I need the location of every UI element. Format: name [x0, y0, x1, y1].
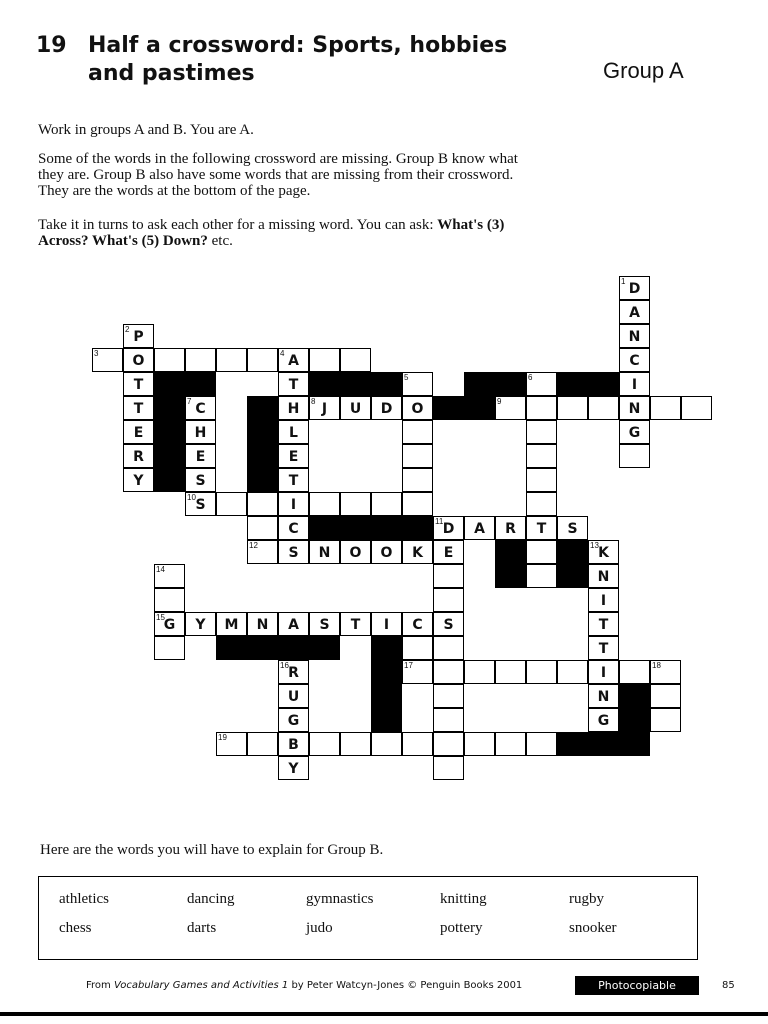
- cell-letter: P: [133, 329, 144, 345]
- cell-letter: E: [443, 545, 454, 561]
- crossword-cell[interactable]: [526, 732, 557, 756]
- cell-letter: N: [318, 545, 331, 561]
- black-square: [247, 444, 278, 468]
- cell-letter: T: [288, 473, 299, 489]
- black-square: [464, 372, 526, 396]
- cell-letter: L: [289, 425, 298, 441]
- crossword-cell[interactable]: [526, 660, 557, 684]
- crossword-cell[interactable]: [526, 564, 557, 588]
- crossword-cell[interactable]: [185, 492, 216, 516]
- crossword-cell[interactable]: [278, 540, 309, 564]
- crossword-cell[interactable]: [464, 660, 495, 684]
- cell-letter: B: [288, 737, 299, 753]
- clue-number: 5: [404, 373, 409, 382]
- page-number: 85: [722, 980, 735, 991]
- cell-letter: N: [256, 617, 269, 633]
- instruction-3-bold-2: Across? What's (5) Down?: [38, 233, 208, 249]
- crossword-cell[interactable]: [495, 732, 526, 756]
- crossword-cell[interactable]: [588, 708, 619, 732]
- crossword-cell[interactable]: [619, 396, 650, 420]
- cell-letter: I: [383, 617, 390, 633]
- black-square: [371, 636, 402, 660]
- cell-letter: S: [195, 473, 206, 489]
- crossword-cell[interactable]: [309, 492, 340, 516]
- crossword-cell[interactable]: [154, 612, 185, 636]
- instruction-1: Work in groups A and B. You are A.: [38, 122, 254, 138]
- cell-letter: E: [195, 449, 206, 465]
- crossword-cell[interactable]: [619, 348, 650, 372]
- crossword-cell[interactable]: [371, 540, 402, 564]
- crossword-cell[interactable]: [650, 396, 681, 420]
- black-square: [247, 396, 278, 420]
- crossword-cell[interactable]: [557, 516, 588, 540]
- title-line-2: and pastimes: [88, 61, 255, 86]
- crossword-cell[interactable]: [185, 420, 216, 444]
- crossword-cell[interactable]: [309, 612, 340, 636]
- cell-letter: T: [598, 617, 609, 633]
- crossword-cell[interactable]: [526, 444, 557, 468]
- crossword-cell[interactable]: [402, 396, 433, 420]
- black-square: [154, 420, 185, 444]
- crossword-cell[interactable]: [309, 396, 340, 420]
- crossword-cell[interactable]: [340, 492, 371, 516]
- crossword-cell[interactable]: [247, 348, 278, 372]
- crossword-cell[interactable]: [433, 540, 464, 564]
- instruction-2-line-3: They are the words at the bottom of the page.: [38, 183, 311, 199]
- crossword-cell[interactable]: [278, 732, 309, 756]
- black-square: [154, 396, 185, 420]
- clue-number: 14: [156, 565, 165, 574]
- clue-number: 4: [280, 349, 285, 358]
- crossword-cell[interactable]: [371, 492, 402, 516]
- footer-credit: [86, 980, 522, 991]
- crossword-cell[interactable]: [402, 492, 433, 516]
- cell-letter: S: [319, 617, 330, 633]
- crossword-cell[interactable]: [619, 300, 650, 324]
- cell-letter: U: [287, 689, 300, 705]
- clue-number: 17: [404, 661, 413, 670]
- crossword-cell[interactable]: [557, 396, 588, 420]
- crossword-cell[interactable]: [123, 348, 154, 372]
- cell-letter: D: [442, 521, 455, 537]
- crossword-cell[interactable]: [123, 420, 154, 444]
- title-line-1: Half a crossword: Sports, hobbies: [88, 33, 508, 58]
- crossword-cell[interactable]: [588, 612, 619, 636]
- instruction-2-line-1: Some of the words in the following crossword are missing. Group B know what: [38, 151, 518, 167]
- crossword-cell[interactable]: [619, 444, 650, 468]
- crossword-cell[interactable]: [247, 516, 278, 540]
- crossword-cell[interactable]: [278, 348, 309, 372]
- cell-letter: G: [163, 617, 176, 633]
- crossword-cell[interactable]: [619, 324, 650, 348]
- bottom-rule: [0, 1012, 768, 1016]
- cell-letter: Y: [195, 617, 206, 633]
- cell-letter: N: [597, 569, 610, 585]
- crossword-cell[interactable]: [309, 732, 340, 756]
- crossword-cell[interactable]: [588, 588, 619, 612]
- clue-number: 15: [156, 613, 165, 622]
- black-square: [557, 540, 588, 564]
- footer-rest: by Peter Watcyn-Jones © Penguin Books 2001: [288, 980, 523, 991]
- black-square: [247, 420, 278, 444]
- crossword-cell[interactable]: [402, 372, 433, 396]
- crossword-cell[interactable]: [526, 468, 557, 492]
- crossword-cell[interactable]: [433, 684, 464, 708]
- cell-letter: U: [349, 401, 362, 417]
- crossword-cell[interactable]: [278, 708, 309, 732]
- crossword-cell[interactable]: [650, 660, 681, 684]
- cell-letter: A: [474, 521, 485, 537]
- crossword-cell[interactable]: [309, 540, 340, 564]
- crossword-cell[interactable]: [278, 372, 309, 396]
- crossword-cell[interactable]: [433, 516, 464, 540]
- cell-letter: J: [321, 401, 328, 417]
- word-item: pottery: [440, 920, 483, 936]
- crossword-cell[interactable]: [588, 540, 619, 564]
- cell-letter: Y: [133, 473, 144, 489]
- crossword-cell[interactable]: [402, 540, 433, 564]
- black-square: [154, 468, 185, 492]
- cell-letter: N: [597, 689, 610, 705]
- clue-number: 9: [497, 397, 502, 406]
- crossword-cell[interactable]: [340, 396, 371, 420]
- crossword-cell[interactable]: [216, 348, 247, 372]
- crossword-cell[interactable]: [216, 612, 247, 636]
- clue-number: 13: [590, 541, 599, 550]
- crossword-cell[interactable]: [185, 444, 216, 468]
- instruction-2-line-2: they are. Group B also have some words that are missing from their crossword.: [38, 167, 514, 183]
- cell-letter: M: [224, 617, 239, 633]
- cell-letter: D: [628, 281, 641, 297]
- cell-letter: N: [628, 401, 641, 417]
- black-square: [371, 708, 402, 732]
- crossword-cell[interactable]: [154, 348, 185, 372]
- crossword-cell[interactable]: [681, 396, 712, 420]
- cell-letter: Y: [288, 761, 299, 777]
- crossword-cell[interactable]: [495, 660, 526, 684]
- crossword-cell[interactable]: [340, 540, 371, 564]
- black-square: [557, 372, 619, 396]
- black-square: [495, 564, 526, 588]
- cell-letter: O: [132, 353, 145, 369]
- crossword-cell[interactable]: [371, 732, 402, 756]
- footer-from: From: [86, 980, 114, 991]
- cell-letter: S: [288, 545, 299, 561]
- black-square: [371, 660, 402, 684]
- clue-number: 8: [311, 397, 316, 406]
- black-square: [216, 636, 340, 660]
- crossword-cell[interactable]: [495, 396, 526, 420]
- photocopiable-label: Photocopiable: [575, 976, 699, 995]
- cell-letter: T: [598, 641, 609, 657]
- crossword-cell[interactable]: [495, 516, 526, 540]
- crossword-cell[interactable]: [402, 420, 433, 444]
- cell-letter: T: [288, 377, 299, 393]
- crossword-cell[interactable]: [278, 756, 309, 780]
- crossword-cell[interactable]: [402, 468, 433, 492]
- instruction-3-bold-1: What's (3): [437, 217, 505, 233]
- cell-letter: I: [600, 593, 607, 609]
- crossword-cell[interactable]: [92, 348, 123, 372]
- crossword-cell[interactable]: [278, 396, 309, 420]
- crossword-cell[interactable]: [433, 564, 464, 588]
- crossword-cell[interactable]: [247, 540, 278, 564]
- clue-number: 11: [435, 517, 444, 526]
- black-square: [619, 708, 650, 732]
- cell-letter: G: [628, 425, 641, 441]
- cell-letter: C: [288, 521, 299, 537]
- cell-letter: A: [288, 353, 299, 369]
- crossword-cell[interactable]: [588, 396, 619, 420]
- clue-number: 3: [94, 349, 99, 358]
- crossword-cell[interactable]: [526, 492, 557, 516]
- cell-letter: R: [133, 449, 144, 465]
- clue-number: 12: [249, 541, 258, 550]
- black-square: [495, 540, 526, 564]
- word-item: darts: [187, 920, 217, 936]
- black-square: [557, 732, 650, 756]
- crossword-cell[interactable]: [650, 684, 681, 708]
- crossword-cell[interactable]: [154, 588, 185, 612]
- crossword-cell[interactable]: [154, 636, 185, 660]
- instruction-3-text: Take it in turns to ask each other for a missing word. You can ask:: [38, 217, 438, 233]
- word-item: chess: [59, 920, 92, 936]
- cell-letter: I: [631, 377, 638, 393]
- cell-letter: N: [628, 329, 641, 345]
- crossword-cell[interactable]: [433, 612, 464, 636]
- cell-letter: H: [287, 401, 300, 417]
- black-square: [185, 372, 216, 396]
- crossword-cell[interactable]: [278, 492, 309, 516]
- word-item: dancing: [187, 891, 235, 907]
- clue-number: 2: [125, 325, 130, 334]
- crossword-cell[interactable]: [402, 732, 433, 756]
- crossword-cell[interactable]: [185, 468, 216, 492]
- black-square: [309, 516, 433, 540]
- cell-letter: O: [349, 545, 362, 561]
- crossword-cell[interactable]: [278, 420, 309, 444]
- crossword-cell[interactable]: [619, 660, 650, 684]
- crossword-cell[interactable]: [433, 756, 464, 780]
- words-intro: Here are the words you will have to explain for Group B.: [40, 842, 384, 858]
- crossword-cell[interactable]: [247, 612, 278, 636]
- cell-letter: E: [288, 449, 299, 465]
- word-box: [38, 876, 698, 960]
- activity-number: 19: [36, 33, 67, 58]
- cell-letter: S: [567, 521, 578, 537]
- crossword-cell[interactable]: [402, 444, 433, 468]
- cell-letter: G: [597, 713, 610, 729]
- cell-letter: C: [412, 617, 423, 633]
- crossword-cell[interactable]: [185, 612, 216, 636]
- cell-letter: A: [629, 305, 640, 321]
- crossword-cell[interactable]: [247, 732, 278, 756]
- clue-number: 1: [621, 277, 626, 286]
- crossword-cell[interactable]: [402, 636, 433, 660]
- crossword-cell[interactable]: [433, 588, 464, 612]
- clue-number: 16: [280, 661, 289, 670]
- crossword-cell[interactable]: [433, 708, 464, 732]
- clue-number: 7: [187, 397, 192, 406]
- crossword-cell[interactable]: [247, 492, 278, 516]
- crossword-cell[interactable]: [402, 612, 433, 636]
- crossword-cell[interactable]: [619, 372, 650, 396]
- crossword-cell[interactable]: [123, 372, 154, 396]
- crossword-cell[interactable]: [402, 660, 433, 684]
- clue-number: 18: [652, 661, 661, 670]
- crossword-cell[interactable]: [526, 372, 557, 396]
- cell-letter: G: [287, 713, 300, 729]
- cell-letter: T: [133, 377, 144, 393]
- crossword-cell[interactable]: [216, 492, 247, 516]
- crossword-cell[interactable]: [433, 660, 464, 684]
- crossword-cell[interactable]: [588, 564, 619, 588]
- cell-letter: K: [598, 545, 609, 561]
- crossword-cell[interactable]: [154, 564, 185, 588]
- crossword-cell[interactable]: [278, 660, 309, 684]
- cell-letter: C: [629, 353, 640, 369]
- crossword-cell[interactable]: [278, 684, 309, 708]
- cell-letter: O: [411, 401, 424, 417]
- black-square: [371, 684, 402, 708]
- word-item: judo: [306, 920, 333, 936]
- crossword-cell[interactable]: [433, 732, 464, 756]
- cell-letter: I: [290, 497, 297, 513]
- clue-number: 6: [528, 373, 533, 382]
- crossword-cell[interactable]: [278, 468, 309, 492]
- cell-letter: R: [505, 521, 516, 537]
- crossword-cell[interactable]: [340, 612, 371, 636]
- crossword-cell[interactable]: [650, 708, 681, 732]
- black-square: [154, 444, 185, 468]
- crossword-cell[interactable]: [185, 348, 216, 372]
- crossword-cell[interactable]: [619, 420, 650, 444]
- crossword-cell[interactable]: [526, 516, 557, 540]
- cell-letter: A: [288, 617, 299, 633]
- cell-letter: H: [194, 425, 207, 441]
- crossword-cell[interactable]: [123, 468, 154, 492]
- crossword-cell[interactable]: [588, 660, 619, 684]
- crossword-cell[interactable]: [526, 540, 557, 564]
- cell-letter: S: [443, 617, 454, 633]
- crossword-cell[interactable]: [588, 684, 619, 708]
- footer-book-title: Vocabulary Games and Activities 1: [113, 980, 289, 991]
- instruction-3-rest: etc.: [207, 233, 233, 249]
- cell-letter: O: [380, 545, 393, 561]
- cell-letter: T: [350, 617, 361, 633]
- black-square: [619, 684, 650, 708]
- crossword-cell[interactable]: [526, 396, 557, 420]
- crossword-cell[interactable]: [557, 660, 588, 684]
- cell-letter: T: [536, 521, 547, 537]
- black-square: [557, 564, 588, 588]
- cell-letter: T: [133, 401, 144, 417]
- cell-letter: K: [412, 545, 423, 561]
- crossword-cell[interactable]: [123, 444, 154, 468]
- word-item: gymnastics: [306, 891, 374, 907]
- crossword-cell[interactable]: [619, 276, 650, 300]
- crossword-cell[interactable]: [309, 348, 340, 372]
- cell-letter: S: [195, 497, 206, 513]
- crossword-cell[interactable]: [123, 324, 154, 348]
- word-item: athletics: [59, 891, 109, 907]
- crossword-cell[interactable]: [278, 444, 309, 468]
- crossword-cell[interactable]: [371, 612, 402, 636]
- crossword-cell[interactable]: [371, 396, 402, 420]
- crossword-cell[interactable]: [588, 636, 619, 660]
- crossword-cell[interactable]: [433, 636, 464, 660]
- black-square: [433, 396, 495, 420]
- black-square: [247, 468, 278, 492]
- crossword-cell[interactable]: [123, 396, 154, 420]
- cell-letter: D: [380, 401, 393, 417]
- crossword-cell[interactable]: [185, 396, 216, 420]
- cell-letter: R: [288, 665, 299, 681]
- clue-number: 19: [218, 733, 227, 742]
- group-label: Group A: [603, 58, 684, 83]
- cell-letter: C: [195, 401, 206, 417]
- crossword-cell[interactable]: [340, 732, 371, 756]
- clue-number: 10: [187, 493, 196, 502]
- crossword-cell[interactable]: [464, 732, 495, 756]
- crossword-cell[interactable]: [464, 516, 495, 540]
- crossword-cell[interactable]: [278, 516, 309, 540]
- word-item: rugby: [569, 891, 604, 907]
- crossword-cell[interactable]: [340, 348, 371, 372]
- cell-letter: E: [133, 425, 144, 441]
- crossword-cell[interactable]: [526, 420, 557, 444]
- crossword-cell[interactable]: [278, 612, 309, 636]
- cell-letter: I: [600, 665, 607, 681]
- word-item: knitting: [440, 891, 487, 907]
- word-item: snooker: [569, 920, 617, 936]
- crossword-cell[interactable]: [216, 732, 247, 756]
